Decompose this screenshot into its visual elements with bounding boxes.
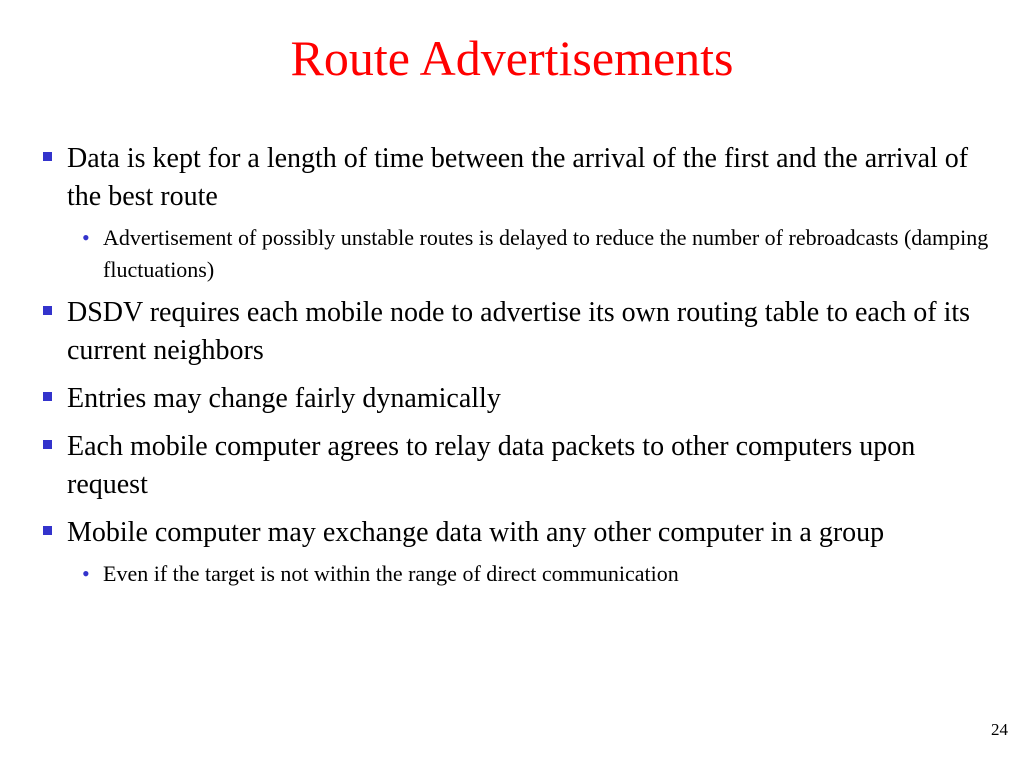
slide-title: Route Advertisements	[290, 30, 734, 86]
bullet-text: DSDV requires each mobile node to advertise its own routing table to each of its current neighbors	[67, 297, 971, 366]
bullet-item	[40, 140, 1000, 216]
bullet-item	[40, 428, 1000, 504]
bullet-item	[40, 380, 1000, 418]
bullet-item	[40, 514, 1000, 552]
sub-bullet-text: Advertisement of possibly unstable routes is delayed to reduce the number of rebroadcasts (damping fluctuations)	[103, 225, 989, 282]
dot-bullet-icon: •	[82, 225, 90, 250]
dot-bullet-icon: •	[82, 561, 90, 586]
bullet-item	[40, 294, 1000, 370]
square-bullet-icon	[43, 306, 52, 315]
square-bullet-icon	[43, 152, 52, 161]
square-bullet-icon	[43, 392, 52, 401]
square-bullet-icon	[43, 440, 52, 449]
page-number: 24	[991, 720, 1008, 739]
sub-bullet-item	[40, 222, 1000, 286]
square-bullet-icon	[43, 526, 52, 535]
sub-bullet-text: Even if the target is not within the range of direct communication	[103, 561, 679, 586]
bullet-text: Each mobile computer agrees to relay data packets to other computers upon request	[67, 431, 916, 500]
bullet-text: Entries may change fairly dynamically	[67, 383, 501, 414]
sub-bullet-item	[40, 558, 1000, 590]
bullet-list	[40, 140, 1000, 598]
bullet-text: Mobile computer may exchange data with any other computer in a group	[67, 517, 885, 548]
bullet-text: Data is kept for a length of time between the arrival of the first and the arrival of the best route	[67, 143, 969, 212]
